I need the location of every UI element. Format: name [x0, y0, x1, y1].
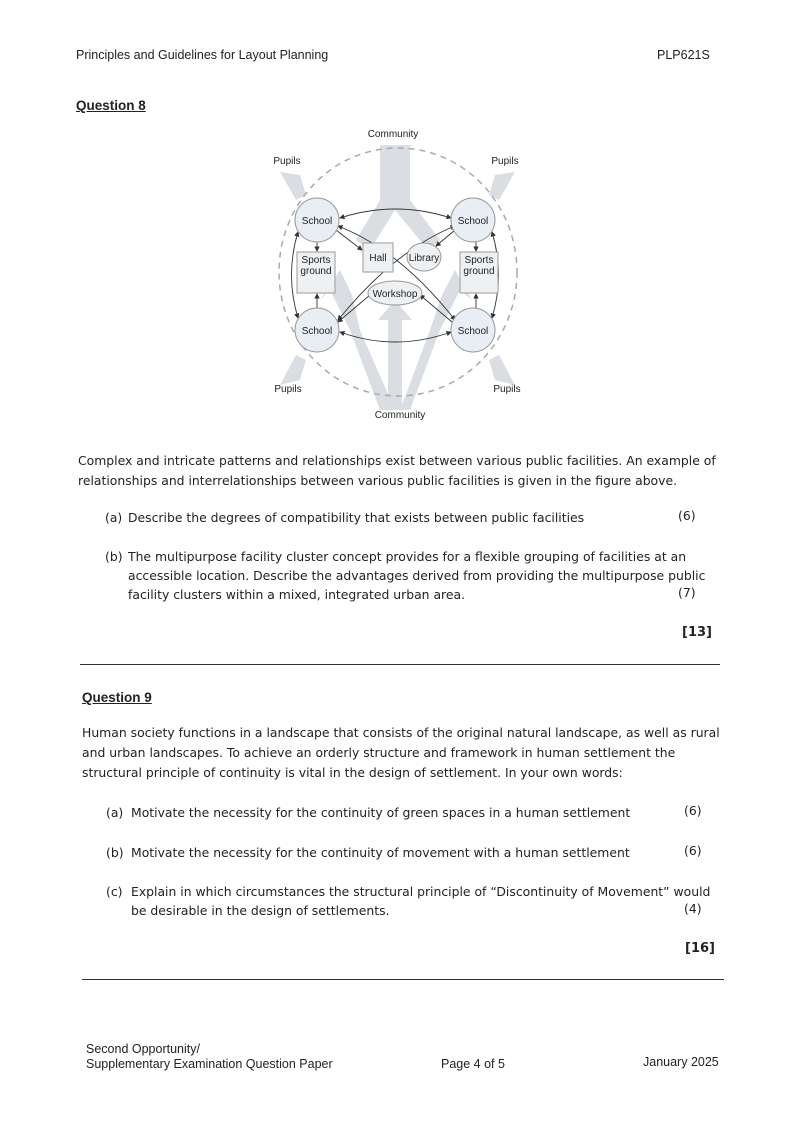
q9-item-a-text: Motivate the necessity for the continuity of green spaces in a human settlement — [131, 805, 631, 820]
course-title: Principles and Guidelines for Layout Planning — [76, 48, 329, 62]
pupils-label-bottom-right: Pupils — [493, 384, 521, 395]
question-8-title: Question 8 — [76, 98, 146, 113]
q9-item-b-text: Motivate the necessity for the continuity of movement with a human settlement — [131, 845, 630, 860]
school-bottom-right — [451, 308, 495, 352]
pupils-label-top-left: Pupils — [273, 156, 301, 167]
pupils-label-bottom-left: Pupils — [274, 384, 302, 395]
q9-item-c-marks: (4) — [684, 901, 702, 916]
divider — [82, 979, 724, 980]
library — [407, 243, 441, 271]
q8-item-b-marks: (7) — [678, 585, 696, 600]
question-9-total: [16] — [685, 941, 715, 956]
svg-text:Library: Library — [408, 253, 440, 264]
q9-item-b-marks: (6) — [684, 843, 702, 858]
svg-text:School: School — [457, 216, 489, 227]
footer-line-1: Second Opportunity/ — [86, 1042, 200, 1056]
svg-text:Sports: Sports — [464, 255, 494, 266]
question-8-total: [13] — [682, 625, 712, 640]
question-9-title: Question 9 — [82, 690, 152, 705]
sports-ground-left — [297, 252, 335, 293]
facility-relationship-diagram — [260, 120, 540, 430]
hall — [363, 243, 393, 272]
q9-item-a-label: (a) — [106, 805, 124, 820]
footer-line-2: Supplementary Examination Question Paper — [86, 1057, 333, 1071]
school-top-right — [451, 198, 495, 242]
svg-text:School: School — [301, 216, 333, 227]
q8-item-b-text: The multipurpose facility cluster concept provides for a flexible grouping of facilities at an accessible location. Describe the advantages derived from providing the multipurpose public facility clusters within a mixed, integrated urban area. — [128, 549, 706, 602]
question-8-intro: Complex and intricate patterns and relationships exist between various public facilities. An example of relationships and interrelationships between various public facilities is given in the figure above. — [78, 453, 716, 488]
svg-text:School: School — [457, 326, 489, 337]
exam-date: January 2025 — [643, 1055, 719, 1069]
school-top-left — [295, 198, 339, 242]
q9-item-c-text: Explain in which circumstances the structural principle of “Discontinuity of Movement” would be desirable in the design of settlements. — [131, 884, 711, 918]
svg-text:Sports: Sports — [301, 255, 331, 266]
q8-item-b-label: (b) — [105, 549, 123, 564]
course-code: PLP621S — [657, 48, 710, 62]
q8-item-a-marks: (6) — [678, 508, 696, 523]
divider — [80, 664, 720, 665]
q8-item-a-text: Describe the degrees of compatibility that exists between public facilities — [128, 510, 585, 525]
svg-text:Hall: Hall — [369, 253, 387, 264]
workshop — [368, 281, 422, 305]
q9-item-c-label: (c) — [106, 884, 123, 899]
q9-item-a-marks: (6) — [684, 803, 702, 818]
svg-text:School: School — [301, 326, 333, 337]
question-9-intro: Human society functions in a landscape that consists of the original natural landscape, as well as rural and urban landscapes. To achieve an orderly structure and framework in human settlement the structural principle of continuity is vital in the design of settlement. In your own words: — [82, 725, 720, 780]
svg-text:Workshop: Workshop — [372, 289, 418, 300]
footer-exam-type — [86, 1042, 333, 1072]
q8-item-a-label: (a) — [105, 510, 123, 525]
q9-item-b-label: (b) — [106, 845, 124, 860]
sports-ground-right — [460, 252, 498, 293]
svg-text:ground: ground — [300, 266, 332, 277]
community-label-bottom: Community — [374, 410, 426, 421]
school-bottom-left — [295, 308, 339, 352]
svg-text:ground: ground — [463, 266, 495, 277]
pupils-label-top-right: Pupils — [491, 156, 519, 167]
community-label-top: Community — [367, 129, 419, 140]
page-number: Page 4 of 5 — [441, 1057, 505, 1071]
